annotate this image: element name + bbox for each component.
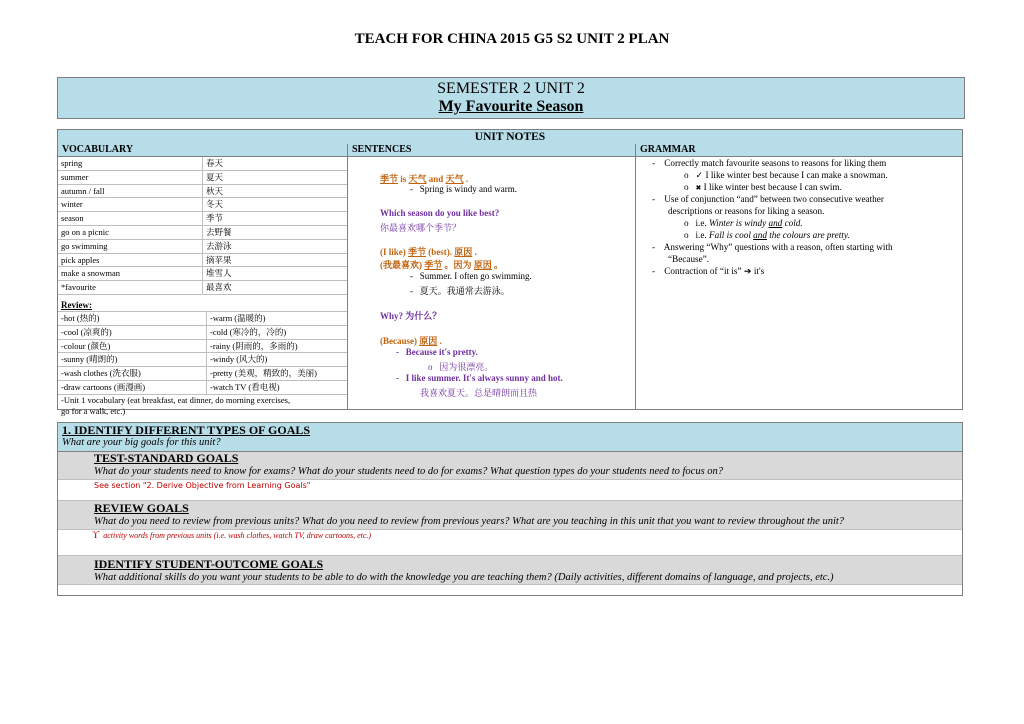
- blank-weather: 天气: [445, 174, 464, 184]
- grammar-text: Answering “Why” questions with a reason, often starting with: [663, 242, 893, 252]
- because-example-zh: [428, 360, 493, 373]
- arrow-right-icon: ➔: [743, 266, 752, 276]
- semester-label: SEMESTER 2 UNIT 2: [437, 80, 585, 97]
- dash-bullet: -: [652, 158, 656, 168]
- question-zh: 你最喜欢哪个季节？: [380, 223, 462, 233]
- review-word: -warm (温暖的): [210, 312, 266, 323]
- grammar-text: Winter is windy: [709, 218, 767, 228]
- unit-notes-heading: UNIT NOTES: [58, 130, 962, 145]
- review-word: -watch TV (看电视): [210, 381, 280, 392]
- grammar-point-2-cont: descriptions or reasons for liking a season.: [668, 206, 825, 216]
- grammar-text: cold.: [784, 218, 803, 228]
- pattern-2-en: [380, 245, 477, 258]
- goals-subheading: What are your big goals for this unit?: [62, 437, 221, 448]
- review-word: -windy (风大的): [210, 354, 268, 365]
- review-row: [58, 312, 347, 326]
- because-example-2: [396, 373, 563, 383]
- example-text: Because it's pretty.: [405, 347, 478, 357]
- vocab-row: [58, 212, 347, 226]
- dash-bullet: -: [396, 373, 399, 383]
- question-en: Which season do you like best?: [380, 208, 500, 218]
- pattern-word: and: [428, 174, 444, 184]
- pattern-punct: .: [474, 247, 477, 257]
- review-row: [58, 367, 347, 381]
- goals-header: [58, 423, 962, 452]
- review-word: -draw cartoons (画漫画): [58, 381, 207, 394]
- vocabulary-column: [58, 144, 348, 416]
- grammar-example-and-1: [684, 218, 803, 228]
- review-title: REVIEW GOALS: [94, 501, 189, 515]
- vocab-english: season: [58, 212, 203, 225]
- review-note-text: activity words from previous units (i.e. wash clothes, watch TV, draw cartoons, etc.): [103, 531, 372, 540]
- grammar-text: Use of conjunction “and” between two consecutive weather: [664, 194, 884, 204]
- review-word: -colour (颜色): [58, 340, 207, 353]
- grammar-point-2: [652, 194, 884, 204]
- grammar-example-wrong: [684, 182, 842, 192]
- unit1-vocab-line1: -Unit 1 vocabulary (eat breakfast, eat dinner, do morning exercises,: [61, 394, 291, 405]
- vocab-english: summer: [58, 171, 203, 184]
- vocab-chinese: 季节: [206, 213, 224, 224]
- review-label: Review:: [61, 299, 92, 310]
- grammar-text: I like winter best because I can swim.: [703, 182, 842, 192]
- blank-season: 季节: [408, 247, 427, 257]
- pattern-punct: .: [439, 336, 442, 346]
- vocab-english: go on a picnic: [58, 226, 203, 239]
- vocab-chinese: 秋天: [206, 185, 224, 196]
- circle-bullet: o: [684, 218, 689, 228]
- grammar-example-correct: [684, 170, 888, 181]
- vocab-chinese: 最喜欢: [206, 282, 232, 293]
- example-text: 因为很漂亮。: [439, 362, 494, 372]
- grammar-point-1: [652, 158, 886, 168]
- pattern-word: 。因为: [444, 260, 472, 270]
- check-icon: ✓: [695, 170, 704, 180]
- goals-heading: 1. IDENTIFY DIFFERENT TYPES OF GOALS: [62, 423, 311, 437]
- vocab-row: [58, 226, 347, 240]
- review-notes: [58, 530, 962, 556]
- grammar-text: i.e.: [695, 218, 707, 228]
- document-title: TEACH FOR CHINA 2015 G5 S2 UNIT 2 PLAN: [354, 31, 670, 47]
- vocab-english: spring: [58, 157, 203, 170]
- vocab-row: [58, 171, 347, 185]
- circle-bullet: o: [684, 170, 689, 180]
- grammar-column: [636, 144, 962, 409]
- example-1: [410, 184, 517, 194]
- unit-notes-table: [57, 129, 963, 416]
- because-pattern: [380, 334, 442, 347]
- vocab-english: make a snowman: [58, 267, 203, 280]
- review-note: [58, 530, 962, 542]
- dash-bullet: -: [396, 347, 399, 357]
- grammar-text: i.e.: [695, 230, 707, 240]
- sentences-column: [348, 144, 636, 409]
- grammar-text: it's: [753, 266, 765, 276]
- vocab-row: [58, 198, 347, 212]
- student-outcome-section: [58, 556, 962, 585]
- grammar-text: and: [768, 218, 783, 228]
- dash-bullet: -: [410, 184, 413, 194]
- bullet-icon: ϒ: [92, 530, 100, 541]
- vocab-english: autumn / fall: [58, 185, 203, 198]
- vocab-chinese: 夏天: [206, 171, 224, 182]
- pattern-word: (Because): [380, 336, 417, 346]
- grammar-text: Fall is cool: [709, 230, 751, 240]
- semester-header: [57, 77, 965, 119]
- why-question: Why? 为什么？: [380, 311, 442, 321]
- vocab-chinese: 去游泳: [206, 240, 232, 251]
- grammar-text: and: [753, 230, 767, 240]
- review-word: -sunny (晴朗的): [58, 353, 207, 366]
- vocab-english: *favourite: [58, 281, 203, 294]
- vocab-chinese: 摘苹果: [206, 254, 232, 265]
- test-standard-question: What do your students need to know for exams? What do your students need to do for exams? What question types do your students need to focus on?: [94, 466, 724, 477]
- vocab-chinese: 去野餐: [206, 226, 232, 237]
- vocab-row: [58, 185, 347, 199]
- vocab-row: [58, 267, 347, 281]
- because-example-en: [396, 347, 478, 357]
- review-word: -pretty (美观，精致的，美丽): [210, 368, 317, 379]
- unit1-vocab-line2: go for a walk, etc.): [61, 405, 126, 416]
- vocab-english: go swimming: [58, 240, 203, 253]
- blank-weather: 天气: [408, 174, 427, 184]
- example-2: [410, 271, 532, 281]
- pattern-punct: .: [465, 174, 469, 184]
- review-row: [58, 340, 347, 354]
- review-word: -rainy (阴雨的，多雨的): [210, 340, 298, 351]
- goals-table: [57, 422, 963, 596]
- student-outcome-question: What additional skills do you want your students to be able to do with the knowledge you are teaching them? (Daily activities, different domains of language, and projects, etc.): [94, 572, 834, 583]
- blank-season: 季节: [380, 174, 399, 184]
- blank-season: 季节: [424, 260, 443, 270]
- circle-bullet: o: [428, 362, 433, 372]
- review-row: [58, 381, 347, 395]
- vocab-english: winter: [58, 198, 203, 211]
- test-standard-section: [58, 452, 962, 480]
- blank-reason: 原因: [454, 247, 473, 257]
- example-text: 夏天。我通常去游泳。: [419, 286, 510, 296]
- vocabulary-heading: VOCABULARY: [58, 144, 347, 157]
- vocab-chinese: 冬天: [206, 199, 224, 210]
- vocab-chinese: 堆雪人: [206, 268, 232, 279]
- pattern-word: (best).: [428, 247, 453, 257]
- review-section: [58, 501, 962, 530]
- test-standard-title: TEST-STANDARD GOALS: [94, 451, 239, 465]
- unit1-vocab-note: [58, 395, 347, 417]
- pattern-word: is: [400, 174, 407, 184]
- grammar-text: Correctly match favourite seasons to reasons for liking them: [664, 158, 887, 168]
- vocab-row: [58, 240, 347, 254]
- example-text: I like summer. It's always sunny and hot.: [405, 373, 563, 383]
- test-standard-note: See section "2. Derive Objective from Learning Goals": [94, 481, 311, 490]
- vocab-row: [58, 281, 347, 295]
- grammar-text: I like winter best because I can make a snowman.: [705, 170, 888, 180]
- example-3: [410, 284, 510, 297]
- grammar-point-4: [652, 266, 764, 277]
- grammar-heading: GRAMMAR: [636, 144, 962, 157]
- because-example-2-zh: 我喜欢夏天。总是晴朗而且热: [420, 388, 538, 398]
- pattern-word: (I like): [380, 247, 406, 257]
- grammar-point-3-cont: “Because”.: [668, 254, 710, 264]
- dash-bullet: -: [652, 266, 656, 276]
- dash-bullet: -: [652, 194, 656, 204]
- review-list: [58, 311, 347, 395]
- vocab-english: pick apples: [58, 254, 203, 267]
- unit-title: My Favourite Season: [438, 98, 584, 115]
- cross-icon: ✖: [695, 184, 702, 192]
- pattern-punct: 。: [494, 260, 504, 270]
- review-word: -cool (凉爽的): [58, 326, 207, 339]
- review-word: -wash clothes (洗衣服): [58, 367, 207, 380]
- circle-bullet: o: [684, 182, 689, 192]
- pattern-2-zh: [380, 258, 503, 271]
- vocab-chinese: 春天: [206, 158, 224, 168]
- grammar-text: the colours are pretty.: [769, 230, 850, 240]
- review-word: -cold (寒冷的，冷的): [210, 326, 287, 337]
- blank-reason: 原因: [419, 336, 438, 346]
- sentences-heading: SENTENCES: [348, 144, 635, 157]
- review-question: What do you need to review from previous units? What do you need to review from previous years? What are you teaching in this unit that you want to review throughout the unit?: [94, 516, 845, 527]
- circle-bullet: o: [684, 230, 689, 240]
- dash-bullet: -: [410, 271, 413, 281]
- student-outcome-title: IDENTIFY STUDENT-OUTCOME GOALS: [94, 557, 324, 571]
- grammar-example-and-2: [684, 230, 850, 240]
- vocabulary-list: [58, 157, 347, 295]
- test-standard-notes: [58, 480, 962, 501]
- grammar-text: Contraction of “it is”: [664, 266, 742, 276]
- dash-bullet: -: [652, 242, 656, 252]
- blank-reason: 原因: [473, 260, 492, 270]
- review-word: -hot (热的): [58, 312, 207, 325]
- dash-bullet: -: [410, 286, 413, 296]
- example-text: Summer. I often go swimming.: [419, 271, 532, 281]
- review-row: [58, 326, 347, 340]
- vocab-row: [58, 254, 347, 268]
- example-text: Spring is windy and warm.: [419, 184, 517, 194]
- review-row: [58, 353, 347, 367]
- vocab-row: [58, 157, 347, 171]
- grammar-point-3: [652, 242, 893, 252]
- pattern-word: (我最喜欢): [380, 260, 422, 270]
